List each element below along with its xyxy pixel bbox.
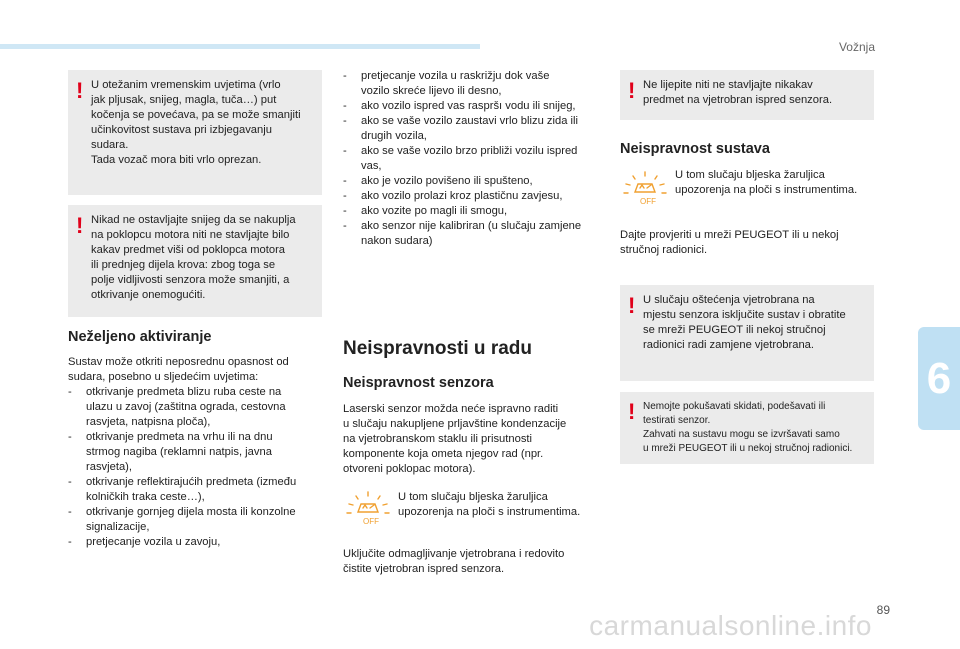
- list-item: - ako se vaše vozilo brzo približi vozilu ispred vas,: [343, 144, 599, 174]
- defog-paragraph: Uključite odmagljivanje vjetrobrana i redovito čistite vjetrobran ispred senzora.: [343, 548, 565, 575]
- header-bar: [0, 44, 480, 49]
- warning-box-do-not-remove: [620, 392, 874, 464]
- list-item: - ako se vaše vozilo zaustavi vrlo blizu zida ili drugih vozila,: [343, 114, 599, 144]
- chapter-number: 6: [926, 354, 952, 403]
- list-item: - pretjecanje vozila u zavoju,: [68, 535, 322, 550]
- list-item: - otkrivanje predmeta na vrhu ili na dnu strmog nagiba (reklamni natpis, javna rasvjeta),: [68, 430, 322, 475]
- list-item: - ako je vozilo povišeno ili spušteno,: [343, 174, 599, 189]
- heading-unwanted-activation: Neželjeno aktiviranje: [68, 329, 212, 345]
- warning-text: U otežanim vremenskim uvjetima (vrlo jak pljusak, snijeg, magla, tuča…) put kočenja se povećava, pa se može smanjiti učinkovitost sustava pri izbjegavanju sudara. Tada vozač mora biti vrlo oprezan.: [91, 79, 301, 166]
- warning-text: Ne lijepite niti ne stavljajte nikakav predmet na vjetrobran ispred senzora.: [643, 79, 833, 106]
- check-network-paragraph: Dajte provjeriti u mreži PEUGEOT ili u nekoj stručnoj radionici.: [620, 229, 839, 256]
- warning-box-weather: [68, 70, 322, 195]
- continued-list: [343, 69, 599, 249]
- list-item: - ako vozilo prolazi kroz plastičnu zavjesu,: [343, 189, 599, 204]
- warning-text: U slučaju oštećenja vjetrobrana na mjestu senzora isključite sustav i obratite se mreži PEUGEOT ili nekoj stručnoj radionici radi zamjene vjetrobrana.: [643, 294, 846, 351]
- warning-text: Nemojte pokušavati skidati, podešavati ili testirati senzor. Zahvati na sustavu mogu se izvršavati samo u mreži PEUGEOT ili u nekoj stručnoj radionici.: [643, 401, 853, 454]
- exclamation-icon: !: [76, 213, 84, 238]
- unwanted-activation-list: [68, 385, 322, 550]
- heading-malfunctions: Neispravnosti u radu: [343, 338, 532, 359]
- warning-box-snow: [68, 205, 322, 317]
- exclamation-icon: !: [628, 293, 636, 318]
- exclamation-icon: !: [628, 399, 636, 424]
- list-item: - ako vozite po magli ili smogu,: [343, 204, 599, 219]
- chapter-tab: [918, 327, 960, 430]
- heading-sensor-fault: Neispravnost senzora: [343, 375, 494, 391]
- heading-system-fault: Neispravnost sustava: [620, 141, 770, 157]
- lamp-description: U tom slučaju bljeska žaruljica upozorenja na ploči s instrumentima.: [398, 491, 581, 518]
- list-item: - ako senzor nije kalibriran (u slučaju zamjene nakon sudara): [343, 219, 599, 249]
- warning-box-damage: [620, 285, 874, 381]
- watermark: carmanualsonline.info: [589, 610, 872, 641]
- list-item: - otkrivanje predmeta blizu ruba ceste na ulazu u zavoj (zaštitna ograda, cestovna rasvjeta, natpisna ploča),: [68, 385, 322, 430]
- list-item: - pretjecanje vozila u raskrižju dok vaše vozilo skreće lijevo ili desno,: [343, 69, 599, 99]
- list-item: - ako vozilo ispred vas raspršı vodu ili snijeg,: [343, 99, 599, 114]
- lamp-off-label: OFF: [640, 197, 656, 206]
- collision-alert-off-lamp-icon: [620, 170, 670, 212]
- page-number: 89: [876, 603, 890, 617]
- list-item: - otkrivanje reflektirajućih predmeta (između kolničkih traka ceste…),: [68, 475, 322, 505]
- warning-text: Nikad ne ostavljajte snijeg da se nakuplja na poklopcu motora niti ne stavljajte bilo kakav predmet viši od poklopca motora ili prednjeg dijela krova: zbog toga se polje vidljivosti senzora može smanjiti, a otkrivanje onemogućiti.: [91, 214, 296, 301]
- sensor-fault-paragraph: Laserski senzor možda neće ispravno raditi u slučaju nakupljene prljavštine kondenzacije na vjetrobranskom staklu ili prisutnosti komponente koja ometa njegov rad (npr. otvoreni poklopac motora).: [343, 403, 567, 475]
- collision-alert-off-lamp-icon: [343, 490, 393, 532]
- lamp-off-label: OFF: [363, 517, 379, 526]
- lamp-description: U tom slučaju bljeska žaruljica upozorenja na ploči s instrumentima.: [675, 169, 858, 196]
- exclamation-icon: !: [628, 78, 636, 103]
- list-item: - otkrivanje gornjeg dijela mosta ili konzolne signalizacije,: [68, 505, 322, 535]
- warning-box-windscreen: [620, 70, 874, 120]
- section-title: Vožnja: [838, 40, 875, 54]
- exclamation-icon: !: [76, 78, 84, 103]
- intro-paragraph: Sustav može otkriti neposrednu opasnost od sudara, posebno u sljedećim uvjetima:: [68, 356, 289, 383]
